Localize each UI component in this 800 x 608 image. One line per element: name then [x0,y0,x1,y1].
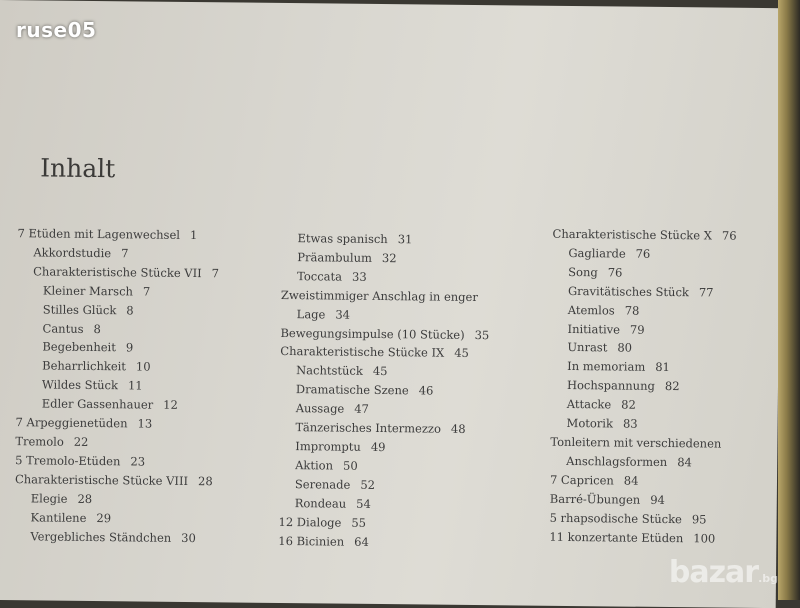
toc-entry [551,376,735,397]
toc-entry-title: Etwas spanisch [297,231,388,247]
toc-entry-title: Charakteristische Stücke IX [280,344,445,361]
toc-entry [281,229,490,250]
toc-entry [550,489,734,510]
toc-entry-page: 82 [664,379,680,394]
toc-entry-page: 13 [137,416,153,431]
toc-entry [15,489,217,510]
toc-entry-title: 5 rhapsodische Stücke [549,510,682,526]
toc-entry [16,394,218,415]
toc-entry-title: 5 Tremolo-Etüden [15,453,121,469]
toc-entry-title: Charakteristische Stücke VIII [14,471,189,488]
toc-entry [550,508,734,529]
toc-entry [552,244,736,265]
toc-entry-title: 12 Dialoge [278,514,342,530]
toc-entry [281,248,490,269]
toc-entry [551,395,735,416]
bazar-logo-suffix: .bg [758,572,778,585]
toc-entry [281,286,490,307]
toc-entry-page: 9 [125,340,134,355]
toc-entry-title: Tänzerisches Intermezzo [295,420,441,436]
toc-entry [550,452,734,473]
toc-entry-title: Impromptu [295,439,361,454]
toc-entry-title: 7 Capricen [549,472,614,488]
toc-entry-title: Dramatische Szene [295,382,409,398]
toc-entry-page: 76 [721,228,737,243]
toc-entry-title: Anschlagsformen [566,453,668,469]
toc-entry-page: 84 [623,473,639,488]
toc-entry-page: 94 [650,492,665,507]
toc-entry-title: Motorik [566,416,614,431]
toc-entry-page: 30 [181,530,196,545]
toc-entry-page: 50 [342,458,358,473]
toc-entry-page: 48 [450,421,466,436]
toc-entry-page: 77 [698,285,714,300]
toc-entry-page: 34 [335,307,351,322]
toc-entry-title: Initiative [567,321,621,337]
toc-entry-title: Charakteristische Stücke VII [33,264,202,280]
toc-entry-title: Aussage [295,401,345,416]
toc-entry-title: Song [568,264,598,280]
toc-entry-title: Kantilene [30,509,87,525]
toc-entry-title: Stilles Glück [42,302,117,317]
toc-entry-title: Beharrlichkeit [42,358,127,374]
toc-entry [16,375,218,396]
toc-entry-title: Zweistimmiger Anschlag in enger [280,287,478,304]
toc-entry-title: 7 Etüden mit Lagenwechsel [17,226,181,242]
toc-entry [278,513,487,534]
toc-entry [551,357,735,378]
toc-entry-page: 11 [127,378,143,393]
toc-entry-page: 12 [163,397,178,413]
toc-entry-page: 8 [126,302,134,318]
toc-entry [280,323,489,344]
toc-entry-page: 45 [372,364,388,379]
toc-entry-title: Barré-Übungen [549,491,641,507]
toc-entry [16,338,218,359]
toc-entry-title: Hochspannung [566,378,655,394]
toc-entry-title: Gagliarde [568,245,626,261]
toc-entry-title: Akkordstudie [33,245,112,261]
toc-entry [552,282,736,303]
toc-entry-page: 54 [356,496,371,511]
toc-entry-title: Kleiner Marsch [42,283,134,299]
toc-entry-page: 8 [93,321,101,336]
book-spine [778,0,800,600]
toc-entry [552,225,736,246]
toc-entry-title: Wildes Stück [41,377,119,393]
toc-entry [16,357,218,378]
toc-entry-title: Gravitätisches Stück [567,283,689,299]
toc-entry [280,361,489,382]
toc-entry [549,527,733,548]
toc-entry-title: Edler Gassenhauer [41,396,154,412]
toc-entry [550,433,734,454]
toc-entry [550,471,734,492]
toc-entry [17,300,219,321]
toc-entry-title: In memoriam [567,359,646,375]
toc-entry-page: 47 [354,401,369,417]
toc-entry [17,281,219,302]
toc-entry-page: 32 [381,250,397,266]
toc-entry [17,243,219,264]
toc-entry-title: Atemlos [567,302,615,318]
toc-entry-page: 10 [135,359,151,374]
toc-entry-title: Begebenheit [42,339,116,355]
toc-entry-page: 31 [397,232,413,247]
toc-column-3 [549,225,736,548]
toc-entry [15,470,217,491]
toc-entry-page: 52 [360,477,376,492]
toc-entry [279,437,488,458]
toc-entry-title: Charakteristische Stücke X [552,226,713,243]
toc-entry [17,262,219,283]
toc-entry-title: Bewegungsimpulse (10 Stücke) [280,325,465,342]
toc-entry-page: 95 [691,511,707,527]
bazar-logo-text: bazar [668,555,759,590]
toc-entry [14,508,216,529]
toc-entry-page: 82 [621,397,636,412]
toc-entry-page: 84 [677,454,692,470]
toc-entry-page: 22 [73,434,89,449]
toc-entry-page: 23 [130,454,146,469]
toc-entry-page: 79 [629,322,645,337]
bazar-logo [669,555,778,590]
toc-entry-title: Vergebliches Ständchen [30,528,172,545]
toc-entry [281,267,490,288]
toc-entry-title: Attacke [566,397,612,412]
toc-entry-title: Toccata [297,268,343,284]
toc-entry [279,494,488,515]
toc-entry [279,418,488,439]
toc-entry-page: 7 [142,284,151,299]
toc-entry-page: 7 [121,246,129,261]
toc-entry-title: Elegie [30,491,68,506]
toc-entry-title: 16 Bicinien [278,533,345,549]
toc-entry-page: 49 [370,439,386,455]
toc-entry-page: 64 [354,534,369,549]
toc-column-1 [14,224,219,548]
toc-entry-title: Präambulum [297,250,373,265]
toc-entry-title: Serenade [294,476,351,492]
toc-entry [15,451,217,472]
toc-column-2 [278,229,490,553]
toc-entry-page: 28 [77,491,93,506]
page-title: Inhalt [40,153,116,184]
toc-entry [280,342,489,363]
toc-entry [278,531,487,552]
toc-entry [15,432,217,453]
toc-entry [14,527,216,548]
toc-entry [280,399,489,420]
toc-entry-title: Rondeau [294,495,347,511]
toc-entry-page: 29 [96,510,112,525]
toc-entry-title: Tremolo [15,434,64,449]
toc-entry-title: Cantus [42,320,84,336]
toc-entry-title: Nachtstück [296,363,363,379]
toc-entry-page: 35 [474,327,490,342]
toc-entry-page: 81 [655,360,670,375]
toc-entry [550,414,734,435]
toc-entry-page: 83 [622,416,638,431]
toc-entry-title: Tonleitern mit verschiedenen [550,434,722,451]
toc-entry-page: 76 [635,246,651,261]
toc-entry [16,319,218,340]
toc-entry-page: 100 [693,530,716,546]
toc-entry-page: 45 [454,346,469,361]
toc-entry [552,300,736,321]
toc-entry-page: 76 [607,265,623,280]
toc-entry [281,305,490,326]
toc-entry [551,338,735,359]
toc-entry-page: 28 [198,473,213,489]
toc-entry [280,380,489,401]
toc-entry [279,456,488,477]
toc-entry-title: 11 konzertante Etüden [549,529,684,545]
toc-entry-page: 78 [624,303,640,318]
toc-entry-page: 33 [351,269,367,284]
toc-entry-page: 1 [189,228,198,243]
toc-entry [551,319,735,340]
toc-entry-title: Aktion [295,457,334,473]
toc-entry-title: 7 Arpeggienetüden [15,415,128,431]
toc-entry-page: 55 [351,515,367,530]
toc-entry-title: Unrast [567,340,608,355]
toc-entry-page: 46 [418,383,434,398]
toc-entry-page: 7 [211,266,220,281]
toc-entry [279,475,488,496]
toc-entry-title: Lage [296,306,326,322]
toc-entry [15,413,217,434]
toc-entry [552,263,736,284]
toc-entry [17,224,219,245]
uploader-watermark: ruse05 [16,18,97,42]
toc-entry-page: 80 [617,340,633,356]
